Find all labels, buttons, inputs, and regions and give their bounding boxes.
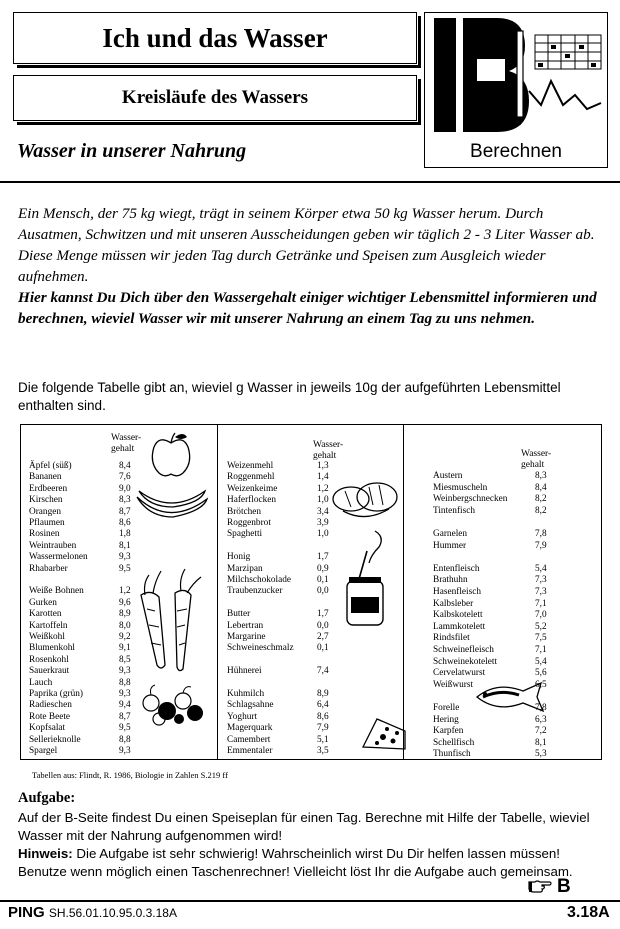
food-name: Camembert [227,734,271,745]
water-content-value: 7,5 [535,633,547,644]
food-name: Schweineschmalz [227,643,294,654]
food-name: Blumenkohl [29,643,75,654]
food-name: Miesmuscheln [433,482,488,493]
water-content-value: 3,5 [317,746,329,756]
water-content-value: 7,9 [317,723,329,734]
water-content-value: 3,9 [317,518,329,528]
water-content-value: 2,7 [317,632,329,642]
food-name: Garnelen [433,529,468,539]
food-name: Lauch [29,677,53,688]
water-content-value: 7,1 [535,645,547,655]
water-content-value: 8,1 [119,540,131,551]
water-content-value: 1,8 [119,529,131,540]
food-name: Schellfisch [433,737,475,748]
food-name: Erdbeeren [29,483,68,494]
water-content-value: 9,1 [119,643,131,654]
water-content-value: 8,7 [119,711,131,722]
water-content-value: 7,1 [535,598,547,609]
water-content-value: 6,4 [317,700,329,711]
water-content-value: 5,2 [535,621,547,632]
fish-icon [471,681,547,715]
water-content-value: 5,1 [317,734,329,745]
table-intro: Die folgende Tabelle gibt an, wieviel g Wasser in jeweils 10g der aufgeführten Lebensmittel enthalten sind. [18,380,561,413]
food-name: Rosinen [29,529,60,540]
water-content-value: 7,3 [535,587,547,597]
hint-label: Hinweis: [18,846,73,861]
water-content-value: 0,0 [317,586,329,597]
food-name: Schweinekotelett [433,656,498,667]
food-name: Yoghurt [227,711,258,722]
food-name: Schweinefleisch [433,645,494,655]
divider [0,900,620,902]
food-name: Entenfleisch [433,563,480,574]
food-name: Gurken [29,597,57,608]
hint-body: Die Aufgabe ist sehr schwierig! Wahrscheinlich wirst Du Dir helfen lassen müssen! Benutze wenn möglich einen Taschenrechner! Vielleicht löst Ihr die Aufgabe auch gemeinsam. [18,846,573,879]
food-name: Rote Beete [29,711,71,722]
food-name: Roggenbrot [227,518,271,528]
column-divider [217,425,218,759]
water-content-value: 5,6 [535,668,547,679]
water-content-value: 8,2 [535,505,547,516]
logo-label: Berechnen [470,141,562,162]
water-content-value: 7,2 [535,726,547,737]
water-content-value: 6,5 [535,679,547,690]
food-name: Weintrauben [29,540,77,551]
food-name: Wassermelonen [29,552,88,563]
food-name: Milchschokolade [227,575,292,585]
calculate-logo-icon [425,13,606,143]
pointing-hand-icon [528,878,552,894]
food-name: Lebertran [227,620,264,631]
section-heading: Wasser in unserer Nahrung [17,140,247,162]
column-divider [403,425,404,759]
water-content-value: 8,2 [535,494,547,505]
food-name: Lammkotelett [433,621,486,632]
water-content-value: 1,7 [317,552,329,563]
water-content-value: 9,6 [119,597,131,608]
food-name: Rindsfilet [433,633,470,644]
food-name: Traubenzucker [227,586,283,597]
water-content-value: 9,3 [119,552,131,563]
source-note: Tabellen aus: Flindt, R. 1986, Biologie in Zahlen S.219 ff [32,770,228,780]
water-content-value: 0,1 [317,643,329,654]
water-content-value: 7,8 [535,703,547,713]
food-name: Hasenfleisch [433,587,482,597]
page-side-mark: B [557,876,571,897]
hint-text [18,845,608,881]
footer-brand [8,904,177,921]
cheese-icon [359,713,409,753]
food-name: Margarine [227,632,266,642]
food-name: Weizenmehl [227,461,274,471]
food-name: Schlagsahne [227,700,274,711]
water-content-value: 9,0 [119,483,131,494]
water-content-value: 5,4 [535,563,547,574]
water-content-value: 5,4 [535,656,547,667]
food-name: Haferflocken [227,495,277,506]
food-name: Paprika (grün) [29,689,83,699]
food-name: Sellerieknolle [29,734,81,745]
title-box [13,12,417,64]
water-content-value: 7,6 [119,472,131,483]
food-name: Spaghetti [227,529,263,540]
water-content-value: 9,5 [119,563,131,574]
intro-text [18,203,604,329]
water-content-value: 9,3 [119,746,131,756]
water-content-value: 1,2 [119,586,131,597]
food-name: Kuhmilch [227,689,265,699]
food-name: Rhabarber [29,563,68,574]
food-name: Hühnerei [227,666,262,677]
water-content-value: 1,2 [317,483,329,494]
bread-icon [329,477,401,523]
food-name: Kalbsleber [433,598,474,609]
food-name: Hering [433,714,459,725]
food-name: Weiße Bohnen [29,586,84,597]
water-content-value: 0,1 [317,575,329,585]
water-content-value: 1,0 [317,495,329,506]
water-content-value: 8,4 [535,482,547,493]
column-header: Wasser- gehalt [521,449,552,470]
food-name: Magerquark [227,723,273,734]
water-content-value: 8,8 [119,677,131,688]
water-content-value: 8,6 [119,518,131,528]
water-content-value: 9,3 [119,689,131,699]
food-name: Bananen [29,472,62,483]
task-heading: Aufgabe: [18,790,76,806]
food-name: Honig [227,552,251,563]
water-content-value: 0,9 [317,563,329,574]
food-name: Brötchen [227,506,262,517]
water-content-value: 7,4 [317,666,329,677]
footer-code: SH.56.01.10.95.0.3.18A [48,906,177,920]
page-subtitle: Kreisläufe des Wassers [121,87,309,108]
intro-emphasis: Hier kannst Du Dich über den Wassergehalt einiger wichtiger Lebensmittel informieren und berechnen, wieviel Wasser wir mit unserer Nahrung an einem Tag zu uns nehmen. [18,289,597,327]
vegetables-icon [139,683,209,729]
water-content-value: 8,0 [119,620,131,631]
food-name: Kartoffeln [29,620,68,631]
food-name: Karotten [29,609,62,620]
column-header: Wasser- gehalt [111,433,142,454]
water-content-value: 8,9 [119,609,131,620]
food-name: Rosenkohl [29,654,69,665]
water-content-value: 8,3 [119,495,131,506]
water-content-value: 1,7 [317,609,329,620]
water-content-value: 9,5 [119,723,131,734]
food-name: Pflaumen [29,518,65,528]
food-name: Cervelatwurst [433,668,486,679]
carrot-icon [131,565,213,675]
food-name: Weinbergschnecken [433,494,508,505]
banana-icon [133,487,211,525]
food-name: Thunfisch [433,749,471,760]
water-content-value: 8,9 [317,689,329,699]
water-content-value: 8,5 [119,654,131,665]
water-content-value: 1,0 [317,529,329,540]
food-name: Roggenmehl [227,472,275,483]
water-content-value: 5,3 [535,749,547,760]
intro-paragraph: Ein Mensch, der 75 kg wiegt, trägt in seinem Körper etwa 50 kg Wasser herum. Durch Ausatmen, Schwitzen und mit unseren Ausscheidungen geben wir täglich 2 - 3 Liter Wasser ab. Diese Menge müssen wir jeden Tag durch Getränke und Speisen zum Ausgleich wieder aufnehmen. [18,205,595,285]
water-content-value: 7,3 [535,575,547,586]
food-name: Weißkohl [29,632,65,642]
water-content-value: 0,0 [317,620,329,631]
food-name: Marzipan [227,563,263,574]
food-name: Äpfel (süß) [29,461,72,471]
subtitle-box [13,75,417,121]
water-content-value: 7,0 [535,610,547,621]
logo-box [424,12,608,168]
food-name: Weißwurst [433,679,474,690]
food-name: Kopfsalat [29,723,66,734]
task-text: Auf der B-Seite findest Du einen Speiseplan für einen Tag. Berechne mit Hilfe der Tabelle, wieviel Wasser mit der Nahrung aufgenommen wird! [18,810,590,843]
water-content-value: 8,3 [535,471,547,481]
food-name: Butter [227,609,251,620]
water-content-value: 7,8 [535,529,547,539]
food-name: Hummer [433,540,467,551]
food-name: Brathuhn [433,575,468,586]
food-name: Kalbskotelett [433,610,483,621]
food-name: Sauerkraut [29,666,70,677]
food-name: Tintenfisch [433,505,476,516]
food-name: Kirschen [29,495,63,506]
water-content-value: 8,6 [317,711,329,722]
food-name: Emmentaler [227,746,273,756]
footer-page-number: 3.18A [567,904,610,921]
apple-icon [149,431,193,479]
water-content-table [20,424,602,760]
water-content-value: 3,4 [317,506,329,517]
divider [0,181,620,183]
water-content-value: 9,4 [119,700,131,711]
food-name: Weizenkeime [227,483,278,494]
food-name: Spargel [29,746,58,756]
food-name: Forelle [433,703,460,713]
page-title: Ich und das Wasser [102,23,328,53]
food-name: Radieschen [29,700,72,711]
water-content-value: 8,1 [535,737,547,748]
honey-jar-icon [339,529,391,633]
food-name: Orangen [29,506,62,517]
water-content-value: 1,4 [317,472,329,483]
food-name: Karpfen [433,726,464,737]
footer-brand-name: PING [8,904,45,921]
food-name: Austern [433,471,463,481]
water-content-value: 1,3 [317,461,329,471]
water-content-value: 9,2 [119,632,131,642]
water-content-value: 7,9 [535,540,547,551]
water-content-value: 6,3 [535,714,547,725]
water-content-value: 8,8 [119,734,131,745]
column-header: Wasser- gehalt [313,440,344,461]
water-content-value: 8,7 [119,506,131,517]
water-content-value: 9,3 [119,666,131,677]
water-content-value: 8,4 [119,461,131,471]
